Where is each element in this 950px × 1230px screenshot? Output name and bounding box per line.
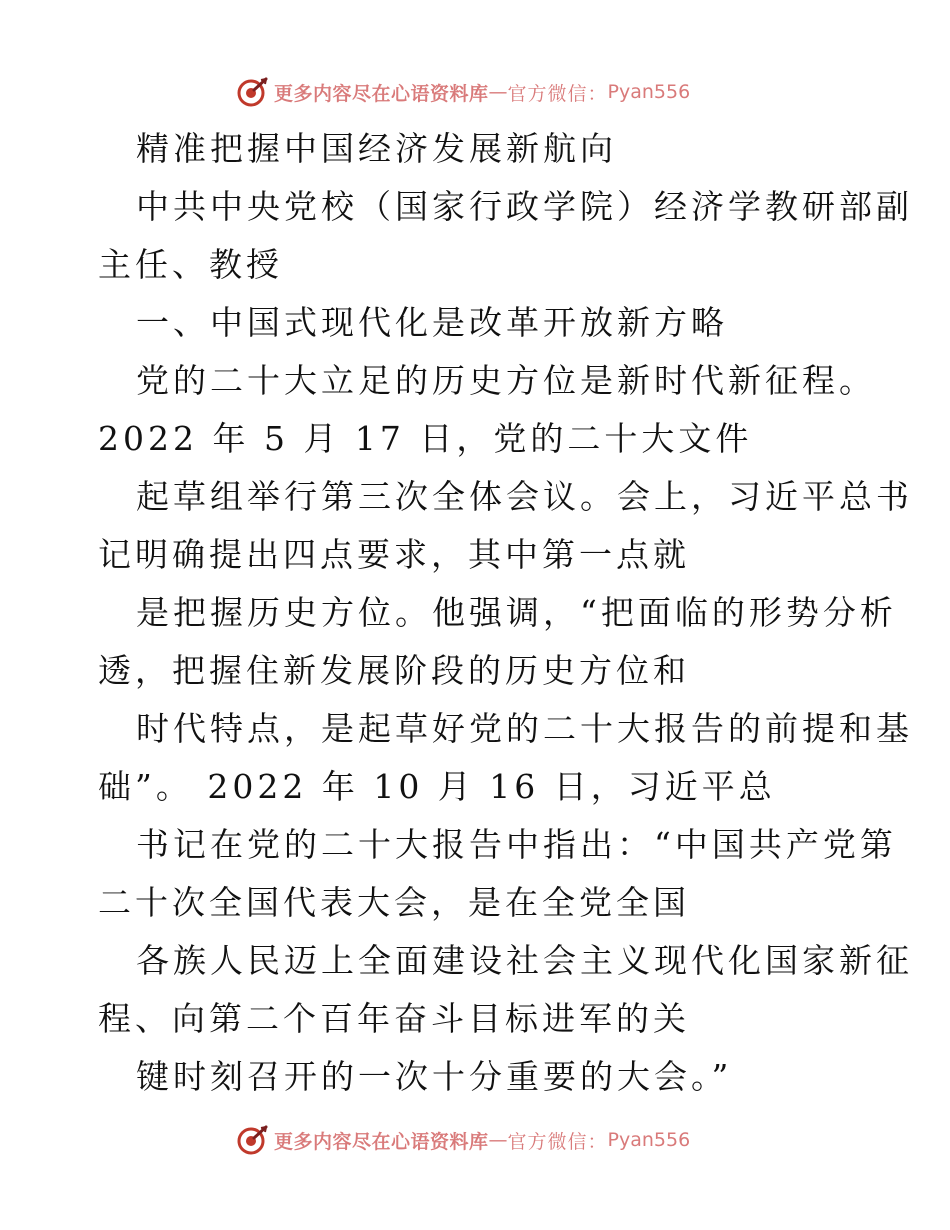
watermark-dash: — bbox=[488, 81, 508, 103]
text-line: 党的二十大立足的历史方位是新时代新征程。 bbox=[136, 361, 876, 400]
text-line: 书记在党的二十大报告中指出：“中国共产党第 bbox=[136, 825, 897, 864]
text-line: 中共中央党校（国家行政学院）经济学教研部副 bbox=[136, 187, 913, 226]
text-line: 起草组举行第三次全体会议。会上，习近平总书 bbox=[136, 477, 913, 516]
watermark-main-text: 更多内容尽在心语资料库 bbox=[274, 1130, 489, 1153]
watermark-main-text: 更多内容尽在心语资料库 bbox=[274, 82, 489, 105]
watermark-wechat-id: Pyan556 bbox=[607, 81, 691, 103]
watermark-dash: — bbox=[488, 1129, 508, 1151]
text-line: 础”。 2022 年 10 月 16 日，习近平总 bbox=[98, 767, 776, 806]
text-line: 2022 年 5 月 17 日，党的二十大文件 bbox=[98, 419, 753, 458]
logo-icon bbox=[236, 1124, 268, 1156]
text-line: 时代特点，是起草好党的二十大报告的前提和基 bbox=[136, 709, 913, 748]
text-line: 是把握历史方位。他强调，“把面临的形势分析 bbox=[136, 593, 897, 632]
text-line: 程、向第二个百年奋斗目标进军的关 bbox=[98, 999, 690, 1038]
text-line: 一、中国式现代化是改革开放新方略 bbox=[136, 303, 728, 342]
text-line: 透，把握住新发展阶段的历史方位和 bbox=[98, 651, 690, 690]
text-line: 主任、教授 bbox=[98, 245, 283, 284]
text-line: 精准把握中国经济发展新航向 bbox=[136, 129, 617, 168]
text-line: 键时刻召开的一次十分重要的大会。” bbox=[136, 1057, 733, 1096]
text-line: 二十次全国代表大会，是在全党全国 bbox=[98, 883, 690, 922]
document-body bbox=[98, 120, 913, 1106]
logo-icon bbox=[236, 76, 268, 108]
watermark-wechat-label: 官方微信： bbox=[507, 1130, 608, 1153]
text-line: 各族人民迈上全面建设社会主义现代化国家新征 bbox=[136, 941, 913, 980]
watermark-wechat-label: 官方微信： bbox=[507, 82, 608, 105]
watermark-wechat-id: Pyan556 bbox=[607, 1129, 691, 1151]
header-watermark bbox=[236, 72, 690, 112]
footer-watermark bbox=[236, 1120, 690, 1160]
text-line: 记明确提出四点要求，其中第一点就 bbox=[98, 535, 690, 574]
